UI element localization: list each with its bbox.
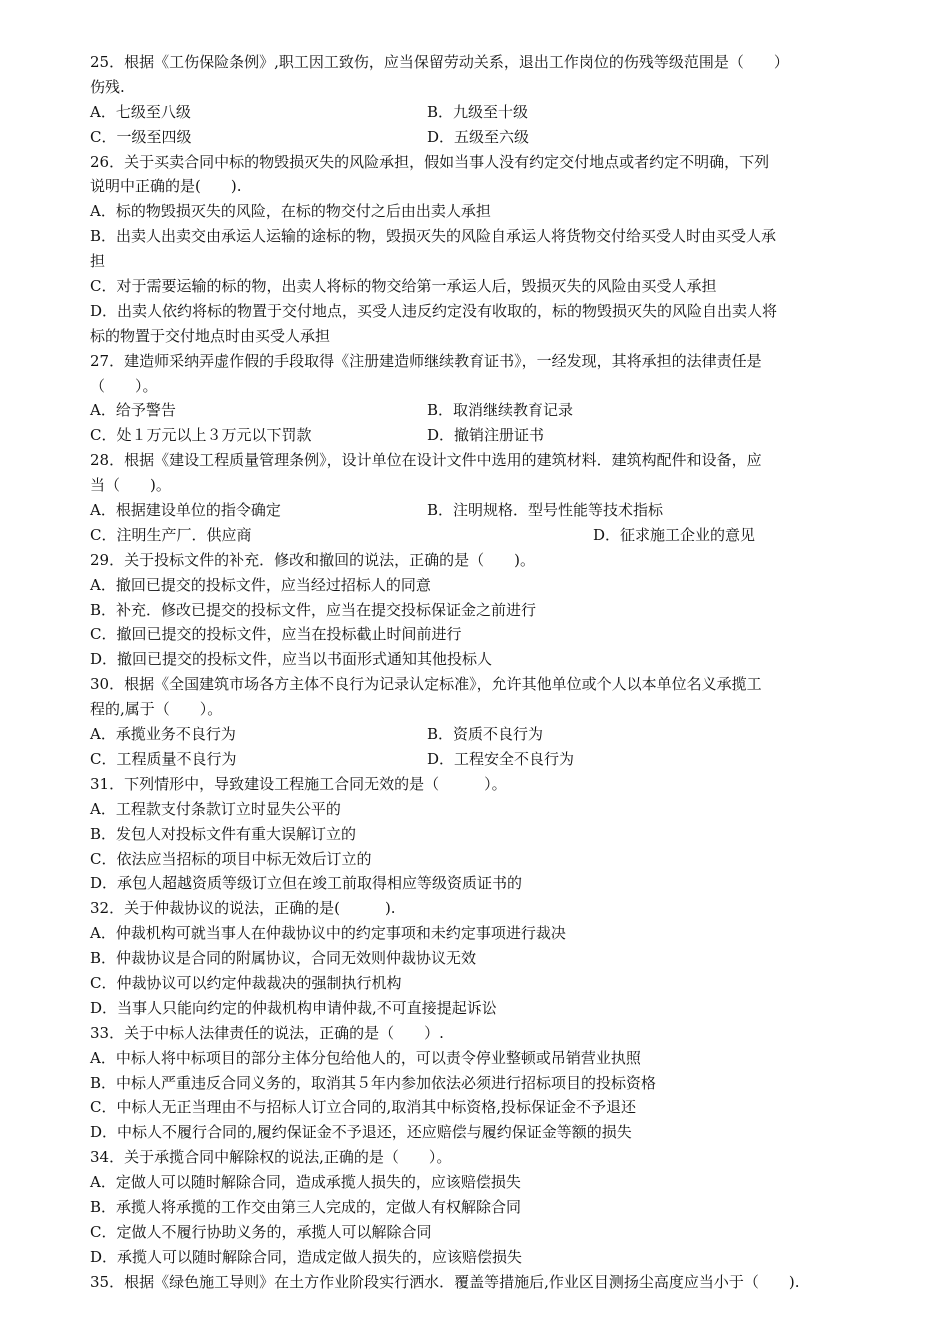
- option-a: A．撤回已提交的投标文件，应当经过招标人的同意: [90, 575, 431, 594]
- option-d: D．征求施工企业的意见: [593, 525, 756, 544]
- option-d: D．承揽人可以随时解除合同，造成定做人损失的，应该赔偿损失: [90, 1247, 523, 1266]
- option-b: B．中标人严重违反合同义务的，取消其５年内参加依法必须进行招标项目的投标资格: [90, 1073, 657, 1092]
- option-b: B．发包人对投标文件有重大误解订立的: [90, 824, 357, 843]
- question-28: [90, 448, 865, 548]
- option-d-continued: 标的物置于交付地点时由买受人承担: [90, 326, 331, 345]
- option-c: C．撤回已提交的投标文件，应当在投标截止时间前进行: [90, 625, 462, 644]
- option-a: A．仲裁机构可就当事人在仲裁协议中的约定事项和未约定事项进行裁决: [90, 924, 566, 943]
- option-c: C．定做人不履行协助义务的，承揽人可以解除合同: [90, 1222, 432, 1241]
- question-31: [90, 772, 865, 896]
- question-stem: 程的,属于（ ）。: [90, 700, 223, 719]
- option-c: C．注明生产厂．供应商: [90, 525, 252, 544]
- option-b: B．仲裁协议是合同的附属协议，合同无效则仲裁协议无效: [90, 949, 477, 968]
- option-a: A．根据建设单位的指令确定: [90, 501, 281, 520]
- option-row: [90, 423, 865, 448]
- option-a: A．承揽业务不良行为: [90, 725, 236, 744]
- option-c: C．仲裁协议可以约定仲裁裁决的强制执行机构: [90, 973, 402, 992]
- option-row: [90, 722, 865, 747]
- option-d: D．工程安全不良行为: [427, 749, 575, 768]
- option-row: [90, 747, 865, 772]
- question-stem: 35．根据《绿色施工导则》在土方作业阶段实行洒水．覆盖等措施后,作业区目测扬尘高度应当小于（ ).: [90, 1272, 800, 1291]
- option-row: [90, 100, 865, 125]
- question-29: [90, 548, 865, 672]
- option-b: B．取消继续教育记录: [427, 401, 574, 420]
- option-c: C．处１万元以上３万元以下罚款: [90, 426, 312, 445]
- option-b: B．资质不良行为: [427, 725, 544, 744]
- option-c: C．工程质量不良行为: [90, 749, 237, 768]
- option-b: B．九级至十级: [427, 102, 529, 121]
- option-c: C．一级至四级: [90, 127, 192, 146]
- option-c: C．对于需要运输的标的物，出卖人将标的物交给第一承运人后，毁损灭失的风险由买受人承担: [90, 277, 717, 296]
- option-b: B．补充．修改已提交的投标文件，应当在提交投标保证金之前进行: [90, 600, 537, 619]
- question-27: [90, 349, 865, 449]
- question-stem: 32．关于仲裁协议的说法，正确的是( ).: [90, 899, 396, 918]
- question-25: [90, 50, 865, 150]
- option-a: A．工程款支付条款订立时显失公平的: [90, 799, 341, 818]
- question-stem: 33．关于中标人法律责任的说法，正确的是（ ）.: [90, 1023, 444, 1042]
- option-d: D．承包人超越资质等级订立但在竣工前取得相应等级资质证书的: [90, 874, 523, 893]
- question-stem: 34．关于承揽合同中解除权的说法,正确的是（ ）。: [90, 1148, 452, 1167]
- question-30: [90, 672, 865, 772]
- option-row: [90, 398, 865, 423]
- question-stem: 31．下列情形中，导致建设工程施工合同无效的是（ ）。: [90, 774, 507, 793]
- option-c: C．依法应当招标的项目中标无效后订立的: [90, 849, 372, 868]
- question-26: [90, 150, 865, 349]
- question-34: [90, 1145, 865, 1269]
- option-d: D．当事人只能向约定的仲裁机构申请仲裁,不可直接提起诉讼: [90, 998, 497, 1017]
- question-stem: 25．根据《工伤保险条例》,职工因工致伤，应当保留劳动关系，退出工作岗位的伤残等级范围是（ ）: [90, 53, 789, 71]
- option-c: C．中标人无正当理由不与招标人订立合同的,取消其中标资格,投标保证金不予退还: [90, 1098, 637, 1117]
- option-b: B．承揽人将承揽的工作交由第三人完成的，定做人有权解除合同: [90, 1197, 522, 1216]
- option-a: A．七级至八级: [90, 102, 191, 121]
- option-b: B．注明规格．型号性能等技术指标: [427, 501, 664, 520]
- question-32: [90, 896, 865, 1020]
- option-a: A．给予警告: [90, 401, 176, 420]
- option-a: A．中标人将中标项目的部分主体分包给他人的，可以责令停业整顿或吊销营业执照: [90, 1048, 641, 1067]
- question-stem: 30．根据《全国建筑市场各方主体不良行为记录认定标准》，允许其他单位或个人以本单位名义承揽工: [90, 675, 762, 694]
- question-35: [90, 1270, 865, 1295]
- question-stem: 说明中正确的是( ).: [90, 177, 242, 196]
- option-row: [90, 523, 865, 548]
- option-d: D．中标人不履行合同的,履约保证金不予退还，还应赔偿与履约保证金等额的损失: [90, 1123, 632, 1142]
- option-row: [90, 125, 865, 150]
- exam-page: [90, 50, 865, 1295]
- option-a: A．定做人可以随时解除合同，造成承揽人损失的，应该赔偿损失: [90, 1173, 521, 1192]
- question-stem: 26．关于买卖合同中标的物毁损灭失的风险承担，假如当事人没有约定交付地点或者约定不明确，下列: [90, 152, 770, 171]
- option-b-continued: 担: [90, 252, 106, 271]
- question-stem: 当（ )。: [90, 476, 171, 495]
- question-stem: 27．建造师采纳弄虚作假的手段取得《注册建造师继续教育证书》，一经发现，其将承担的法律责任是: [90, 351, 762, 370]
- option-d: D．出卖人依约将标的物置于交付地点，买受人违反约定没有收取的，标的物毁损灭失的风险自出卖人将: [90, 301, 778, 320]
- question-stem: （ ）。: [90, 376, 158, 395]
- question-33: [90, 1021, 865, 1145]
- option-b: B．出卖人出卖交由承运人运输的途标的物，毁损灭失的风险自承运人将货物交付给买受人时由买受人承: [90, 227, 777, 246]
- option-d: D．撤销注册证书: [427, 426, 545, 445]
- question-stem: 29．关于投标文件的补充．修改和撤回的说法，正确的是（ )。: [90, 550, 535, 569]
- option-a: A．标的物毁损灭失的风险，在标的物交付之后由出卖人承担: [90, 202, 491, 221]
- question-stem: 伤残.: [90, 77, 125, 96]
- question-stem: 28．根据《建设工程质量管理条例》，设计单位在设计文件中选用的建筑材料．建筑构配件和设备，应: [90, 451, 762, 470]
- option-row: [90, 498, 865, 523]
- option-d: D．撤回已提交的投标文件，应当以书面形式通知其他投标人: [90, 650, 493, 669]
- option-d: D．五级至六级: [427, 127, 530, 146]
